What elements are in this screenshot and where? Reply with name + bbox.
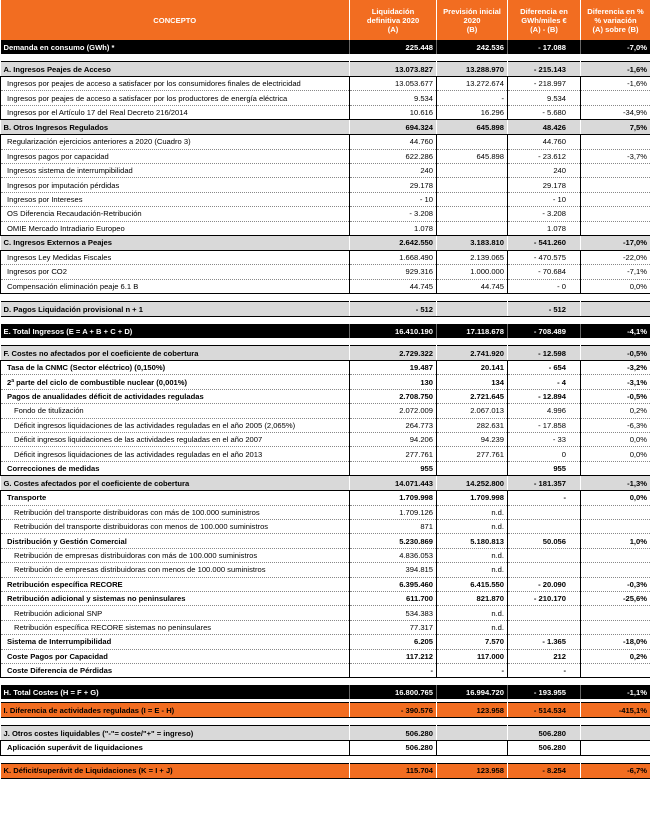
sec-total-row (1, 302, 650, 317)
cell-d: -6,3% (581, 418, 650, 432)
cell-a: 4.836.053 (350, 548, 437, 562)
cell-c: - 4 (508, 375, 581, 389)
cell-b (437, 221, 508, 235)
cell-b: 13.288.970 (437, 62, 508, 77)
orange-total-row (1, 703, 650, 718)
cell-b: n.d. (437, 519, 508, 533)
table-row (1, 163, 650, 177)
table-row (1, 178, 650, 192)
orange-total-row (1, 763, 650, 778)
table-row (1, 577, 650, 591)
cell-c: 1.078 (508, 221, 581, 235)
table-row (1, 91, 650, 105)
row-label: Ingresos pagos por capacidad (1, 149, 350, 163)
cell-a: 1.668.490 (350, 250, 437, 264)
table-header (1, 0, 650, 40)
row-label: D. Pagos Liquidación provisional n + 1 (1, 302, 350, 317)
cell-d: -4,1% (581, 324, 650, 338)
cell-b: 16.296 (437, 105, 508, 119)
table-row (1, 433, 650, 447)
cell-c: 9.534 (508, 91, 581, 105)
cell-d (581, 505, 650, 519)
cell-b (437, 135, 508, 149)
cell-d: 0,0% (581, 491, 650, 505)
spacer-row (1, 755, 650, 763)
cell-b: 2.741.920 (437, 346, 508, 361)
cell-a: 534.383 (350, 606, 437, 620)
cell-d: -18,0% (581, 635, 650, 649)
row-label: Transporte (1, 491, 350, 505)
table-row (1, 404, 650, 418)
sec-total-row (1, 346, 650, 361)
row-label: Ingresos por CO2 (1, 265, 350, 279)
sec-total-row (1, 476, 650, 491)
cell-a: 19.487 (350, 361, 437, 375)
cell-c: - 12.598 (508, 346, 581, 361)
cell-b: 20.141 (437, 361, 508, 375)
cell-d (581, 91, 650, 105)
cell-c: 506.280 (508, 726, 581, 741)
table-row (1, 265, 650, 279)
cell-a: 10.616 (350, 105, 437, 119)
cell-b: 645.898 (437, 149, 508, 163)
cell-d: 0,2% (581, 649, 650, 663)
cell-a: 264.773 (350, 418, 437, 432)
cell-c: - 12.894 (508, 389, 581, 403)
table-row (1, 192, 650, 206)
cell-c: - 654 (508, 361, 581, 375)
cell-c: - 3.208 (508, 207, 581, 221)
cell-c: - 8.254 (508, 763, 581, 778)
cell-b: 44.745 (437, 279, 508, 293)
row-label: A. Ingresos Peajes de Acceso (1, 62, 350, 77)
cell-a: 929.316 (350, 265, 437, 279)
cell-a: 115.704 (350, 763, 437, 778)
table-row (1, 548, 650, 562)
row-label: Demanda en consumo (GWh) * (1, 40, 350, 54)
cell-b (437, 302, 508, 317)
cell-d (581, 192, 650, 206)
cell-b: 117.000 (437, 649, 508, 663)
row-label: Aplicación superávit de liquidaciones (1, 741, 350, 755)
cell-d (581, 726, 650, 741)
cell-d: -0,5% (581, 346, 650, 361)
cell-a: 394.815 (350, 563, 437, 577)
header-col-b: Previsión inicial 2020 (B) (437, 0, 508, 40)
header-col-a: Liquidación definitiva 2020 (A) (350, 0, 437, 40)
cell-c: - (508, 663, 581, 677)
cell-b: 13.272.674 (437, 77, 508, 91)
cell-a: - 10 (350, 192, 437, 206)
cell-b: 17.118.678 (437, 324, 508, 338)
cell-b: 123.958 (437, 763, 508, 778)
cell-a: 117.212 (350, 649, 437, 663)
cell-d (581, 221, 650, 235)
cell-d: -1,1% (581, 685, 650, 699)
cell-a: 694.324 (350, 120, 437, 135)
table-row (1, 563, 650, 577)
cell-d: -7,0% (581, 40, 650, 54)
table-row (1, 635, 650, 649)
cell-a: 2.072.009 (350, 404, 437, 418)
cell-c: - (508, 491, 581, 505)
cell-a: 240 (350, 163, 437, 177)
cell-a: 2.708.750 (350, 389, 437, 403)
cell-c: - 210.170 (508, 591, 581, 605)
cell-b: 2.139.065 (437, 250, 508, 264)
cell-d (581, 178, 650, 192)
cell-c: 506.280 (508, 741, 581, 755)
cell-b: 6.415.550 (437, 577, 508, 591)
cell-c: 44.760 (508, 135, 581, 149)
table-row (1, 663, 650, 677)
cell-b: 7.570 (437, 635, 508, 649)
cell-b: - (437, 91, 508, 105)
cell-d: -0,5% (581, 389, 650, 403)
cell-b: 2.721.645 (437, 389, 508, 403)
black-total-row (1, 40, 650, 54)
cell-c: 0 (508, 447, 581, 461)
cell-a: 611.700 (350, 591, 437, 605)
cell-d: 0,2% (581, 404, 650, 418)
sec-total-row (1, 120, 650, 135)
cell-a: 2.729.322 (350, 346, 437, 361)
cell-d: -3,7% (581, 149, 650, 163)
cell-d: 0,0% (581, 279, 650, 293)
cell-b: 1.000.000 (437, 265, 508, 279)
cell-d: -3,1% (581, 375, 650, 389)
row-label: Déficit ingresos liquidaciones de las actividades reguladas en el año 2007 (1, 433, 350, 447)
cell-a: 9.534 (350, 91, 437, 105)
table-row (1, 505, 650, 519)
row-label: OS Diferencia Recaudación-Retribución (1, 207, 350, 221)
cell-d (581, 207, 650, 221)
row-label: Ingresos por el Artículo 17 del Real Decreto 216/2014 (1, 105, 350, 119)
row-label: J. Otros costes liquidables ("-"= coste/"+" = ingreso) (1, 726, 350, 741)
cell-b (437, 163, 508, 177)
cell-c: - 514.534 (508, 703, 581, 718)
cell-a: 130 (350, 375, 437, 389)
cell-a: 1.078 (350, 221, 437, 235)
cell-d (581, 302, 650, 317)
table-row (1, 519, 650, 533)
row-label: C. Ingresos Externos a Peajes (1, 235, 350, 250)
cell-b: 282.631 (437, 418, 508, 432)
cell-b: 94.239 (437, 433, 508, 447)
cell-d: -34,9% (581, 105, 650, 119)
cell-b (437, 207, 508, 221)
cell-a: 2.642.550 (350, 235, 437, 250)
cell-b: 277.761 (437, 447, 508, 461)
row-label: Ingresos por peajes de acceso a satisfacer por los productores de energía eléctrica (1, 91, 350, 105)
cell-a: 77.317 (350, 620, 437, 634)
table-row (1, 606, 650, 620)
table-row (1, 447, 650, 461)
row-label: Retribución específica RECORE sistemas no peninsulares (1, 620, 350, 634)
cell-b: 5.180.813 (437, 534, 508, 548)
cell-c: 955 (508, 461, 581, 475)
table-row (1, 389, 650, 403)
table-row (1, 375, 650, 389)
cell-c (508, 505, 581, 519)
cell-c (508, 519, 581, 533)
cell-d: -7,1% (581, 265, 650, 279)
cell-c: - 218.997 (508, 77, 581, 91)
cell-a: - 3.208 (350, 207, 437, 221)
cell-c: - 541.260 (508, 235, 581, 250)
cell-a: - 512 (350, 302, 437, 317)
cell-d: 0,0% (581, 447, 650, 461)
row-label: Distribución y Gestión Comercial (1, 534, 350, 548)
table-row (1, 135, 650, 149)
cell-c: - 512 (508, 302, 581, 317)
row-label: Regularización ejercicios anteriores a 2020 (Cuadro 3) (1, 135, 350, 149)
table-row (1, 491, 650, 505)
cell-a: 277.761 (350, 447, 437, 461)
row-label: 2ª parte del ciclo de combustible nuclear (0,001%) (1, 375, 350, 389)
table-row (1, 591, 650, 605)
row-label: Ingresos por imputación pérdidas (1, 178, 350, 192)
cell-d: -1,6% (581, 62, 650, 77)
cell-a: 14.071.443 (350, 476, 437, 491)
row-label: Pagos de anualidades déficit de actividades reguladas (1, 389, 350, 403)
cell-c: - 0 (508, 279, 581, 293)
black-total-row (1, 324, 650, 338)
cell-b: n.d. (437, 606, 508, 620)
cell-a: 5.230.869 (350, 534, 437, 548)
cell-a: 29.178 (350, 178, 437, 192)
cell-d: -17,0% (581, 235, 650, 250)
cell-d: -0,3% (581, 577, 650, 591)
row-label: Retribución del transporte distribuidoras con menos de 100.000 suministros (1, 519, 350, 533)
spacer-row (1, 317, 650, 325)
cell-b: 1.709.998 (437, 491, 508, 505)
cell-b: n.d. (437, 620, 508, 634)
cell-a: 622.286 (350, 149, 437, 163)
cell-d (581, 519, 650, 533)
cell-a: 94.206 (350, 433, 437, 447)
row-label: Ingresos Ley Medidas Fiscales (1, 250, 350, 264)
spacer-row (1, 294, 650, 302)
cell-b: 821.870 (437, 591, 508, 605)
cell-b: - (437, 663, 508, 677)
black-total-row (1, 685, 650, 699)
row-label: Retribución de empresas distribuidoras con menos de 100.000 suministros (1, 563, 350, 577)
cell-a: 871 (350, 519, 437, 533)
cell-d: 0,0% (581, 433, 650, 447)
cell-c: 212 (508, 649, 581, 663)
cell-a: 13.073.827 (350, 62, 437, 77)
cell-b (437, 178, 508, 192)
cell-c: - 17.088 (508, 40, 581, 54)
cell-c: 50.056 (508, 534, 581, 548)
cell-c: 4.996 (508, 404, 581, 418)
row-label: Déficit ingresos liquidaciones de las actividades reguladas en el año 2013 (1, 447, 350, 461)
table-row (1, 361, 650, 375)
row-label: Ingresos por Intereses (1, 192, 350, 206)
cell-b (437, 726, 508, 741)
cell-c (508, 620, 581, 634)
spacer-row (1, 678, 650, 686)
cell-d: 1,0% (581, 534, 650, 548)
table-row (1, 741, 650, 755)
cell-c: - 708.489 (508, 324, 581, 338)
cell-b: n.d. (437, 505, 508, 519)
spacer-row (1, 54, 650, 62)
row-label: F. Costes no afectados por el coeficiente de cobertura (1, 346, 350, 361)
cell-d (581, 548, 650, 562)
cell-a: 6.205 (350, 635, 437, 649)
cell-c: - 470.575 (508, 250, 581, 264)
cell-c: - 5.680 (508, 105, 581, 119)
cell-d: 7,5% (581, 120, 650, 135)
cell-a: 44.745 (350, 279, 437, 293)
spacer-row (1, 718, 650, 726)
row-label: Coste Diferencia de Pérdidas (1, 663, 350, 677)
cell-a: - (350, 663, 437, 677)
cell-b: 16.994.720 (437, 685, 508, 699)
table-row (1, 279, 650, 293)
cell-c (508, 606, 581, 620)
table-row (1, 250, 650, 264)
cell-c: - 193.955 (508, 685, 581, 699)
cell-b: 123.958 (437, 703, 508, 718)
table-row (1, 207, 650, 221)
cell-c: - 17.858 (508, 418, 581, 432)
cell-a: 6.395.460 (350, 577, 437, 591)
row-label: Retribución del transporte distribuidoras con más de 100.000 suministros (1, 505, 350, 519)
table-row (1, 461, 650, 475)
table-row (1, 620, 650, 634)
row-label: Correcciones de medidas (1, 461, 350, 475)
cell-a: 1.709.126 (350, 505, 437, 519)
cell-a: 955 (350, 461, 437, 475)
cell-d (581, 135, 650, 149)
cell-d: -1,6% (581, 77, 650, 91)
cell-d (581, 563, 650, 577)
cell-c: 240 (508, 163, 581, 177)
row-label: Ingresos por peajes de acceso a satisfacer por los consumidores finales de electricidad (1, 77, 350, 91)
header-col-d: Diferencia en % % variación (A) sobre (B) (581, 0, 650, 40)
row-label: Retribución adicional SNP (1, 606, 350, 620)
cell-b (437, 461, 508, 475)
cell-c: 29.178 (508, 178, 581, 192)
cell-d: -6,7% (581, 763, 650, 778)
cell-c: 48.426 (508, 120, 581, 135)
cell-d: -25,6% (581, 591, 650, 605)
table-row (1, 649, 650, 663)
row-label: Déficit ingresos liquidaciones de las actividades reguladas en el año 2005 (2,065%) (1, 418, 350, 432)
header-col-c: Diferencia en GWh/miles € (A) - (B) (508, 0, 581, 40)
cell-a: 16.800.765 (350, 685, 437, 699)
table-row (1, 149, 650, 163)
cell-c: - 33 (508, 433, 581, 447)
spacer-row (1, 338, 650, 346)
row-label: B. Otros Ingresos Regulados (1, 120, 350, 135)
cell-d: -415,1% (581, 703, 650, 718)
cell-d (581, 620, 650, 634)
row-label: G. Costes afectados por el coeficiente de cobertura (1, 476, 350, 491)
table-row (1, 221, 650, 235)
cell-b: 3.183.810 (437, 235, 508, 250)
cell-d: -3,2% (581, 361, 650, 375)
row-label: Compensación eliminación peaje 6.1 B (1, 279, 350, 293)
row-label: I. Diferencia de actividades reguladas (I = E - H) (1, 703, 350, 718)
cell-c (508, 548, 581, 562)
table-row (1, 105, 650, 119)
row-label: Coste Pagos por Capacidad (1, 649, 350, 663)
row-label: Retribución adicional y sistemas no peninsulares (1, 591, 350, 605)
cell-b (437, 741, 508, 755)
cell-b: 134 (437, 375, 508, 389)
cell-a: 16.410.190 (350, 324, 437, 338)
cell-b (437, 192, 508, 206)
cell-d (581, 663, 650, 677)
cell-c: - 10 (508, 192, 581, 206)
row-label: K. Déficit/superávit de Liquidaciones (K = I + J) (1, 763, 350, 778)
row-label: Tasa de la CNMC (Sector eléctrico) (0,150%) (1, 361, 350, 375)
cell-a: 506.280 (350, 726, 437, 741)
cell-c: - 215.143 (508, 62, 581, 77)
cell-a: - 390.576 (350, 703, 437, 718)
cell-b: 2.067.013 (437, 404, 508, 418)
cell-d: -22,0% (581, 250, 650, 264)
row-label: Retribución de empresas distribuidoras con más de 100.000 suministros (1, 548, 350, 562)
cell-a: 506.280 (350, 741, 437, 755)
cell-a: 1.709.998 (350, 491, 437, 505)
cell-b: 645.898 (437, 120, 508, 135)
cell-c: - 181.357 (508, 476, 581, 491)
row-label: H. Total Costes (H = F + G) (1, 685, 350, 699)
cell-b: n.d. (437, 548, 508, 562)
cell-a: 44.760 (350, 135, 437, 149)
cell-b: 242.536 (437, 40, 508, 54)
header-concepto: CONCEPTO (1, 0, 350, 40)
cell-a: 225.448 (350, 40, 437, 54)
sec-total-row (1, 235, 650, 250)
cell-d: -1,3% (581, 476, 650, 491)
sec-total-row (1, 726, 650, 741)
cell-d (581, 461, 650, 475)
sec-total-row (1, 62, 650, 77)
row-label: Fondo de titulización (1, 404, 350, 418)
row-label: Sistema de Interrumpibilidad (1, 635, 350, 649)
row-label: OMIE Mercado Intradiario Europeo (1, 221, 350, 235)
row-label: E. Total Ingresos (E = A + B + C + D) (1, 324, 350, 338)
table-row (1, 77, 650, 91)
cell-b: 14.252.800 (437, 476, 508, 491)
cell-c: - 70.684 (508, 265, 581, 279)
cell-d (581, 741, 650, 755)
cell-b: n.d. (437, 563, 508, 577)
cell-d (581, 606, 650, 620)
cell-c (508, 563, 581, 577)
cell-a: 13.053.677 (350, 77, 437, 91)
cell-d (581, 163, 650, 177)
cell-c: - 23.612 (508, 149, 581, 163)
cell-c: - 20.090 (508, 577, 581, 591)
row-label: Ingresos sistema de interrumpibilidad (1, 163, 350, 177)
cell-c: - 1.365 (508, 635, 581, 649)
row-label: Retribución específica RECORE (1, 577, 350, 591)
table-row (1, 534, 650, 548)
table-row (1, 418, 650, 432)
